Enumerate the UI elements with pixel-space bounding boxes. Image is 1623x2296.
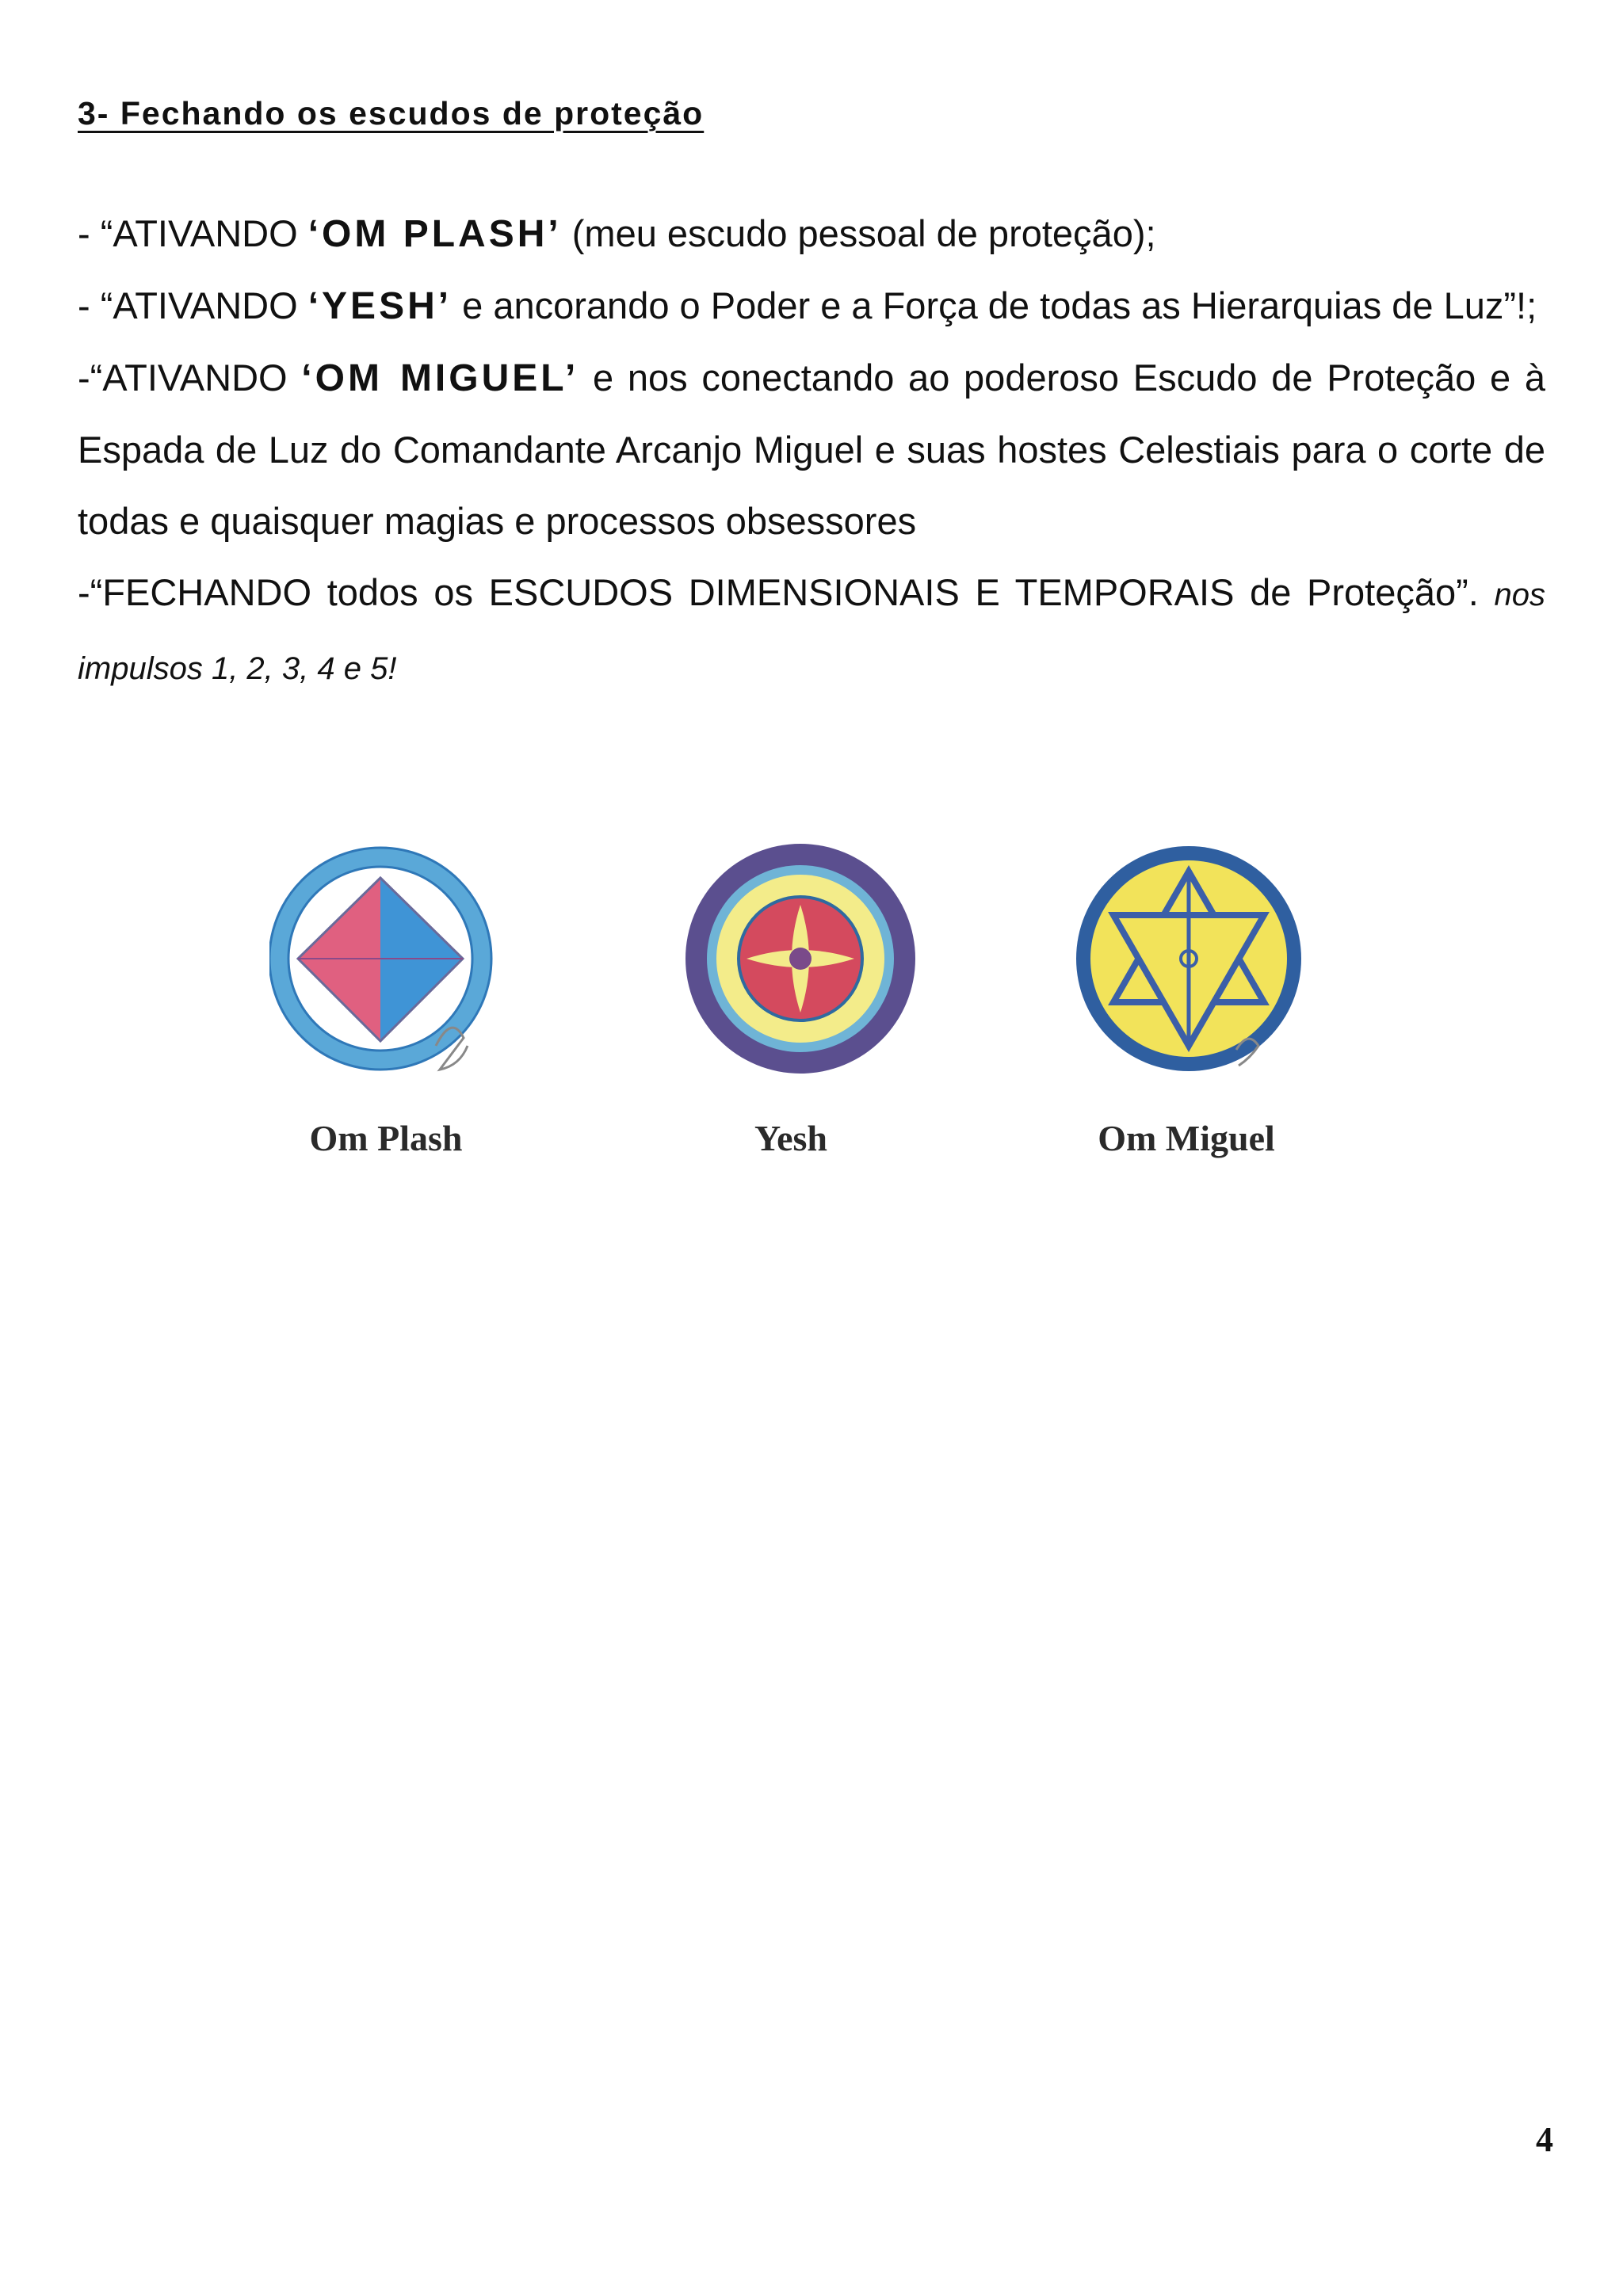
text-segment: -“FECHANDO todos os ESCUDOS DIMENSIONAIS E TEMPORAIS de Proteção”. [78, 571, 1495, 613]
yesh-symbol-icon [682, 840, 919, 1077]
text-segment: e nos conectando ao poderoso Escudo de Proteção e à Espada de Luz do Comandante Arcanjo Miguel e suas hostes Celestiais para o corte de todas e quaisquer magias e processos obsessores [78, 357, 1545, 542]
paragraph-fechando [78, 557, 1545, 704]
text-segment: -“ATIVANDO [78, 357, 302, 399]
caption-yesh: Yesh [754, 1118, 828, 1158]
text-segment: e ancorando o Poder e a Força de todas as Hierarquias de Luz”!; [452, 284, 1537, 326]
paragraph-om-plash [78, 198, 1545, 270]
keyword-om-miguel: ‘OM MIGUEL’ [301, 357, 579, 399]
text-segment: - “ATIVANDO [78, 212, 308, 254]
body-text [78, 198, 1545, 704]
keyword-yesh: ‘YESH’ [307, 285, 453, 327]
section-heading: 3- Fechando os escudos de proteção [78, 95, 705, 132]
text-segment: - “ATIVANDO [78, 284, 308, 326]
caption-om-miguel: Om Miguel [1098, 1118, 1275, 1158]
impulse-note: nos impulsos 1, 2, 3, 4 e 5! [78, 578, 1545, 686]
om-miguel-symbol-icon [1074, 840, 1312, 1093]
om-plash-symbol-icon [269, 840, 507, 1101]
keyword-om-plash: ‘OM PLASH’ [307, 213, 562, 255]
page-number: 4 [1536, 2120, 1553, 2159]
paragraph-om-miguel [78, 342, 1545, 557]
paragraph-yesh [78, 270, 1545, 342]
caption-om-plash: Om Plash [309, 1118, 463, 1158]
text-segment: (meu escudo pessoal de proteção); [561, 212, 1156, 254]
